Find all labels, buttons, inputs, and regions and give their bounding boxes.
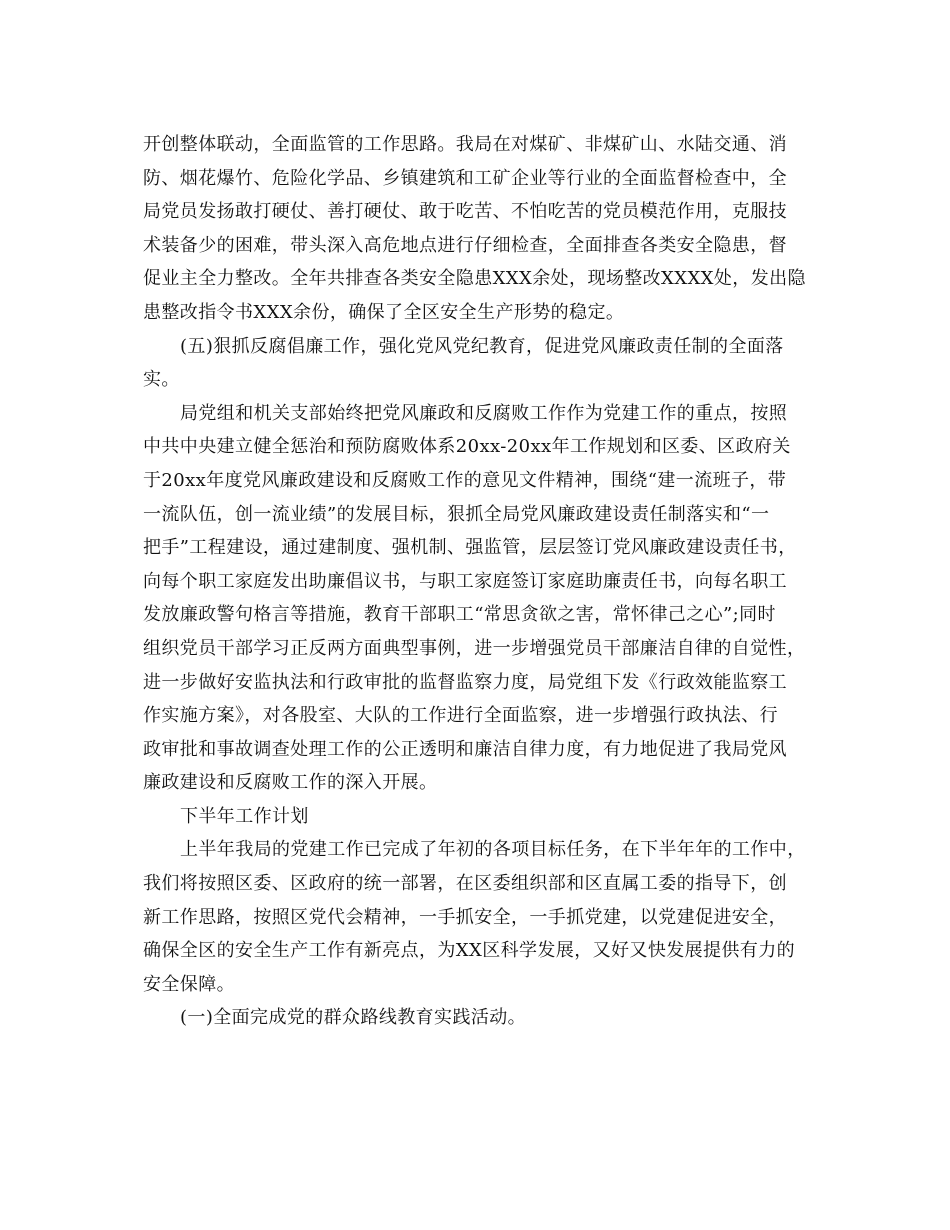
text-line: 政审批和事故调查处理工作的公正透明和廉洁自律力度，有力地促进了我局党风 [143,738,787,760]
text-line: 开创整体联动，全面监管的工作思路。我局在对煤矿、非煤矿山、水陆交通、消 [143,134,787,155]
text-line: 患整改指令书XXX余份，确保了全区安全生产形势的稳定。 [143,301,625,323]
text-line: 发放廉政警句格言等措施，教育干部职工“常思贪欲之害，常怀律己之心”;同时 [143,604,776,626]
document-body [143,128,808,1035]
text-line: 组织党员干部学习正反两方面典型事例，进一步增强党员干部廉洁自律的自觉性， [143,637,806,659]
text-line: 向每个职工家庭发出助廉倡议书，与职工家庭签订家庭助廉责任书，向每名职工 [143,570,787,592]
text-line: 中共中央建立健全惩治和预防腐败体系20xx-20xx年工作规划和区委、区政府关 [143,436,791,458]
text-line: 于20xx年度党风廉政建设和反腐败工作的意见文件精神，围绕“建一流班子，带 [143,469,787,491]
text-line: 下半年工作计划 [180,805,309,827]
text-line: 局党组和机关支部始终把党风廉政和反腐败工作作为党建工作的重点，按照 [180,402,788,424]
text-line: (一)全面完成党的群众路线教育实践活动。 [180,1007,527,1029]
text-line: 安全保障。 [143,973,235,995]
text-line: 一流队伍，创一流业绩”的发展目标，狠抓全局党风廉政建设责任制落实和“一 [143,503,770,525]
text-line: 新工作思路，按照区党代会精神，一手抓安全，一手抓党建，以党建促进安全， [143,906,787,928]
text-line: 廉政建设和反腐败工作的深入开展。 [143,772,438,794]
text-line: 把手”工程建设，通过建制度、强机制、强监管，层层签订党风廉政建设责任书， [143,537,797,559]
text-line: 术装备少的困难，带头深入高危地点进行仔细检查，全面排查各类安全隐患，督 [143,234,787,256]
text-line: 作实施方案》，对各股室、大队的工作进行全面监察，进一步增强行政执法、行 [143,705,778,727]
text-line: 促业主全力整改。全年共排查各类安全隐患XXX余处，现场整改XXXX处，发出隐 [143,268,806,290]
text-line: 确保全区的安全生产工作有新亮点，为XX区科学发展，又好又快发展提供有力的 [143,940,796,962]
text-line: 我们将按照区委、区政府的统一部署，在区委组织部和区直属工委的指导下，创 [143,873,787,895]
text-line: 实。 [143,369,180,391]
text-line: 局党员发扬敢打硬仗、善打硬仗、敢于吃苦、不怕吃苦的党员模范作用，克服技 [143,201,787,223]
text-line: 防、烟花爆竹、危险化学品、乡镇建筑和工矿企业等行业的全面监督检查中，全 [143,167,787,189]
text-line: 进一步做好安监执法和行政审批的监督监察力度，局党组下发《行政效能监察工 [143,671,787,693]
text-line: (五)狠抓反腐倡廉工作，强化党风党纪教育，促进党风廉政责任制的全面落 [180,335,784,357]
text-line: 上半年我局的党建工作已完成了年初的各项目标任务，在下半年年的工作中， [180,839,806,861]
